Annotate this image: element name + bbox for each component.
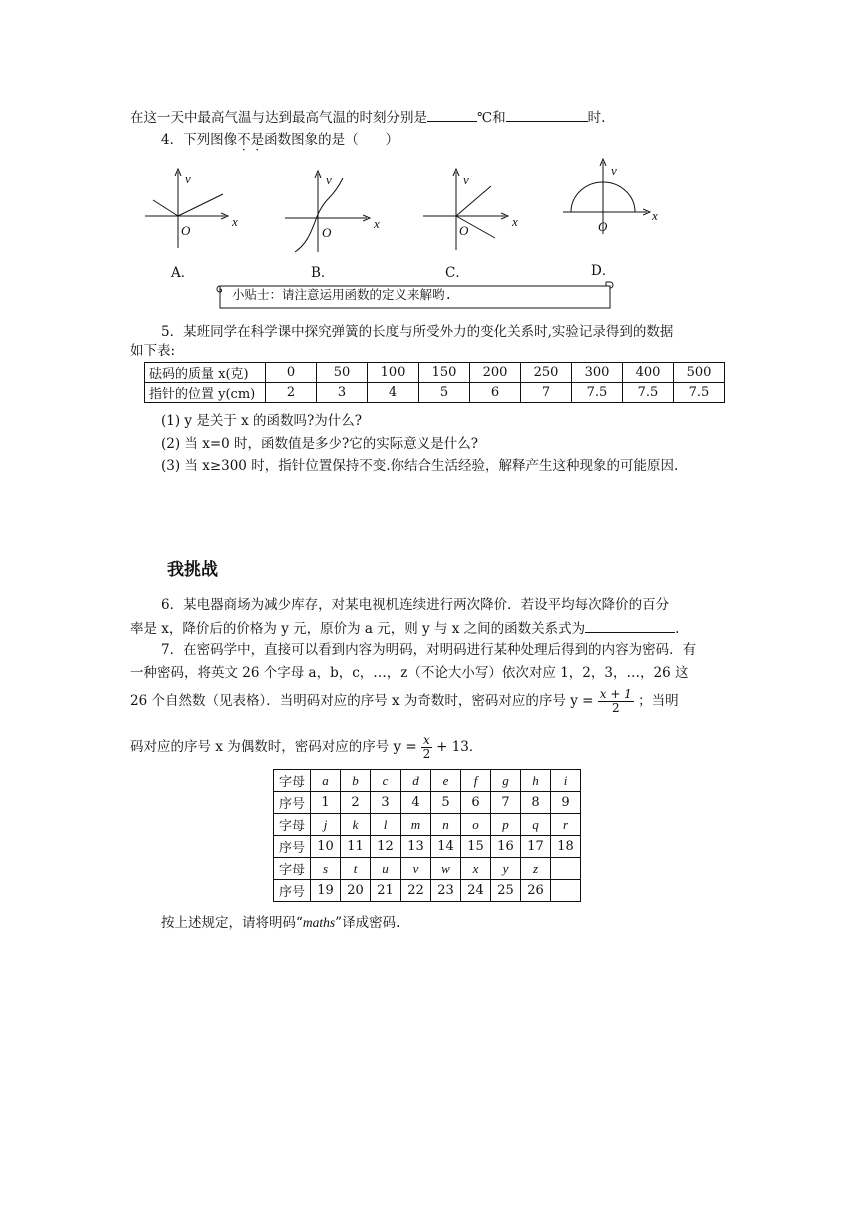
table-cell — [551, 858, 581, 880]
q5-subquestion: (1) y 是关于 x 的函数吗?为什么? — [161, 413, 363, 429]
answer-blank[interactable] — [506, 107, 588, 122]
q7-text-line — [130, 732, 482, 762]
q7-text: 码对应的序号 x 为偶数时，密码对应的序号 y = — [130, 739, 417, 755]
table-cell: 6 — [461, 792, 491, 814]
table-row — [145, 363, 725, 383]
option-c-label[interactable]: C． — [445, 265, 469, 281]
table-cell: 5 — [419, 383, 470, 403]
table-cell: g — [491, 770, 521, 792]
q4-question — [161, 131, 399, 149]
fraction-denominator: 2 — [422, 747, 431, 761]
x-axis-label: x — [232, 214, 238, 229]
table-cell: m — [401, 814, 431, 836]
table-cell: 9 — [551, 792, 581, 814]
origin-label: O — [459, 223, 469, 238]
table-cell: b — [341, 770, 371, 792]
origin-label: O — [598, 219, 608, 234]
q4-text: 下列图像 — [183, 132, 238, 148]
x-axis-label: x — [512, 214, 518, 229]
q5-text: 如下表: — [130, 343, 176, 359]
table-cell: 50 — [317, 363, 368, 383]
table-cell: 8 — [521, 792, 551, 814]
table-cell: 13 — [401, 836, 431, 858]
answer-blank[interactable] — [585, 618, 675, 633]
q3-text: ℃和 — [477, 110, 506, 126]
table-cell: u — [371, 858, 401, 880]
q7-final-line — [161, 914, 400, 932]
table-cell: w — [431, 858, 461, 880]
q5-subquestion: (3) 当 x≥300 时，指针位置保持不变.你结合生活经验，解释产生这种现象的可能原因. — [161, 458, 679, 474]
table-cell: z — [521, 858, 551, 880]
table-cell: 2 — [266, 383, 317, 403]
q7-text: ；当明 — [638, 693, 679, 709]
tip-text: 小贴士：请注意运用函数的定义来解哟. — [232, 287, 453, 302]
table-row-label: 字母 — [274, 770, 311, 792]
table-cell: 250 — [521, 363, 572, 383]
option-a-label[interactable]: A． — [171, 265, 195, 281]
table-cell: h — [521, 770, 551, 792]
table-row — [274, 858, 581, 880]
x-axis-label: x — [652, 208, 658, 223]
q7-text: 一种密码，将英文 26 个字母 a，b，c，…，z（不论大小写）依次对应 1，2，3，…，26 这 — [130, 665, 689, 681]
table-row-label: 指针的位置 y(cm) — [145, 383, 266, 403]
q4-number: 4． — [161, 132, 184, 148]
q4-text: 函数图象的是（ ） — [264, 132, 400, 148]
table-cell: n — [431, 814, 461, 836]
q7-text-line — [130, 686, 679, 716]
y-axis-label: v — [463, 172, 469, 187]
table-row — [274, 770, 581, 792]
fraction — [421, 734, 432, 761]
q7-text: 按上述规定，请将明码“ — [161, 915, 303, 931]
table-cell: 3 — [317, 383, 368, 403]
table-row-label: 序号 — [274, 880, 311, 902]
table-row-label: 字母 — [274, 814, 311, 836]
graph-c — [423, 170, 533, 274]
q7-text: + 13． — [436, 739, 483, 755]
table-row — [274, 814, 581, 836]
q6-text: 6．某电器商场为减少库存，对某电视机连续进行两次降价．若设平均每次降价的百分 — [161, 597, 670, 613]
cipher-table — [273, 769, 581, 902]
table-cell: k — [341, 814, 371, 836]
table-cell: r — [551, 814, 581, 836]
option-b-label[interactable]: B． — [311, 265, 335, 281]
q6-text-line — [130, 618, 679, 638]
table-cell: v — [401, 858, 431, 880]
table-cell: s — [311, 858, 341, 880]
q7-text: ”译成密码. — [335, 915, 401, 931]
table-cell: 20 — [341, 880, 371, 902]
q7-text: 26 个自然数（见表格）．当明码对应的序号 x 为奇数时，密码对应的序号 y = — [130, 693, 594, 709]
table-cell: 17 — [521, 836, 551, 858]
table-cell: f — [461, 770, 491, 792]
table-cell: i — [551, 770, 581, 792]
table-cell: x — [461, 858, 491, 880]
table-cell: 300 — [572, 363, 623, 383]
table-cell: 5 — [431, 792, 461, 814]
table-cell: 4 — [368, 383, 419, 403]
x-axis-label: x — [374, 216, 380, 231]
table-cell — [551, 880, 581, 902]
table-cell: 3 — [371, 792, 401, 814]
table-cell: j — [311, 814, 341, 836]
q4-emphasis: 不 — [237, 132, 251, 148]
q3-text: 在这一天中最高气温与达到最高气温的时刻分别是 — [130, 110, 427, 126]
origin-label: O — [181, 223, 191, 238]
table-cell: 23 — [431, 880, 461, 902]
section-heading: 我挑战 — [167, 560, 218, 580]
table-cell: 21 — [371, 880, 401, 902]
table-cell: o — [461, 814, 491, 836]
q5-text: 5．某班同学在科学课中探究弹簧的长度与所受外力的变化关系时,实验记录得到的数据 — [161, 324, 674, 340]
table-row-label: 序号 — [274, 836, 311, 858]
table-cell: 7.5 — [572, 383, 623, 403]
fraction-numerator: x — [423, 733, 430, 747]
q6-text: . — [675, 621, 680, 637]
tip-scroll — [214, 280, 614, 310]
table-cell: 6 — [470, 383, 521, 403]
table-cell: 22 — [401, 880, 431, 902]
fraction — [598, 688, 634, 715]
table-cell: 10 — [311, 836, 341, 858]
table-cell: 4 — [401, 792, 431, 814]
q4-emphasis: 是 — [250, 132, 265, 148]
origin-label: O — [322, 225, 332, 240]
table-cell: 25 — [491, 880, 521, 902]
table-cell: c — [371, 770, 401, 792]
graph-a-svg — [145, 170, 255, 270]
table-row-label: 序号 — [274, 792, 311, 814]
table-row — [274, 792, 581, 814]
fraction-numerator: x + 1 — [599, 687, 632, 701]
q3-answer-line — [130, 107, 605, 127]
q7-plaintext-word: maths — [302, 915, 336, 930]
table-cell: t — [341, 858, 371, 880]
table-cell: y — [491, 858, 521, 880]
table-cell: l — [371, 814, 401, 836]
table-cell: 12 — [371, 836, 401, 858]
graph-b — [285, 172, 395, 276]
spring-data-table — [144, 362, 725, 403]
table-cell: 1 — [311, 792, 341, 814]
table-cell: 100 — [368, 363, 419, 383]
q5-subquestion: (2) 当 x=0 时，函数值是多少?它的实际意义是什么? — [161, 436, 478, 452]
y-axis-label: v — [185, 171, 191, 186]
option-d-label[interactable]: D． — [591, 263, 616, 279]
table-cell: 19 — [311, 880, 341, 902]
table-row — [145, 383, 725, 403]
table-cell: 26 — [521, 880, 551, 902]
table-cell: 16 — [491, 836, 521, 858]
table-cell: 0 — [266, 363, 317, 383]
table-cell: 7.5 — [674, 383, 725, 403]
table-cell: q — [521, 814, 551, 836]
graph-d — [563, 160, 673, 264]
table-cell: p — [491, 814, 521, 836]
y-axis-label: v — [326, 172, 332, 187]
table-cell: 2 — [341, 792, 371, 814]
table-cell: a — [311, 770, 341, 792]
table-cell: 11 — [341, 836, 371, 858]
q7-text: 7．在密码学中，直接可以看到内容为明码，对明码进行某种处理后得到的内容为密码．有 — [161, 642, 697, 658]
table-cell: d — [401, 770, 431, 792]
table-cell: 500 — [674, 363, 725, 383]
y-axis-label: v — [611, 163, 617, 178]
table-row — [274, 836, 581, 858]
table-cell: 24 — [461, 880, 491, 902]
fraction-denominator: 2 — [611, 701, 620, 715]
table-cell: e — [431, 770, 461, 792]
answer-blank[interactable] — [427, 107, 477, 122]
q6-text: 率是 x，降价后的价格为 y 元，原价为 a 元，则 y 与 x 之间的函数关系式为 — [130, 621, 586, 637]
table-cell: 18 — [551, 836, 581, 858]
table-cell: 400 — [623, 363, 674, 383]
table-cell: 7 — [521, 383, 572, 403]
table-row — [274, 880, 581, 902]
table-row-label: 字母 — [274, 858, 311, 880]
table-cell: 7 — [491, 792, 521, 814]
table-cell: 200 — [470, 363, 521, 383]
table-cell: 14 — [431, 836, 461, 858]
table-cell: 7.5 — [623, 383, 674, 403]
table-row-label: 砝码的质量 x(克) — [145, 363, 266, 383]
table-cell: 15 — [461, 836, 491, 858]
graph-a — [145, 170, 255, 274]
q3-text: 时. — [587, 110, 606, 126]
table-cell: 150 — [419, 363, 470, 383]
